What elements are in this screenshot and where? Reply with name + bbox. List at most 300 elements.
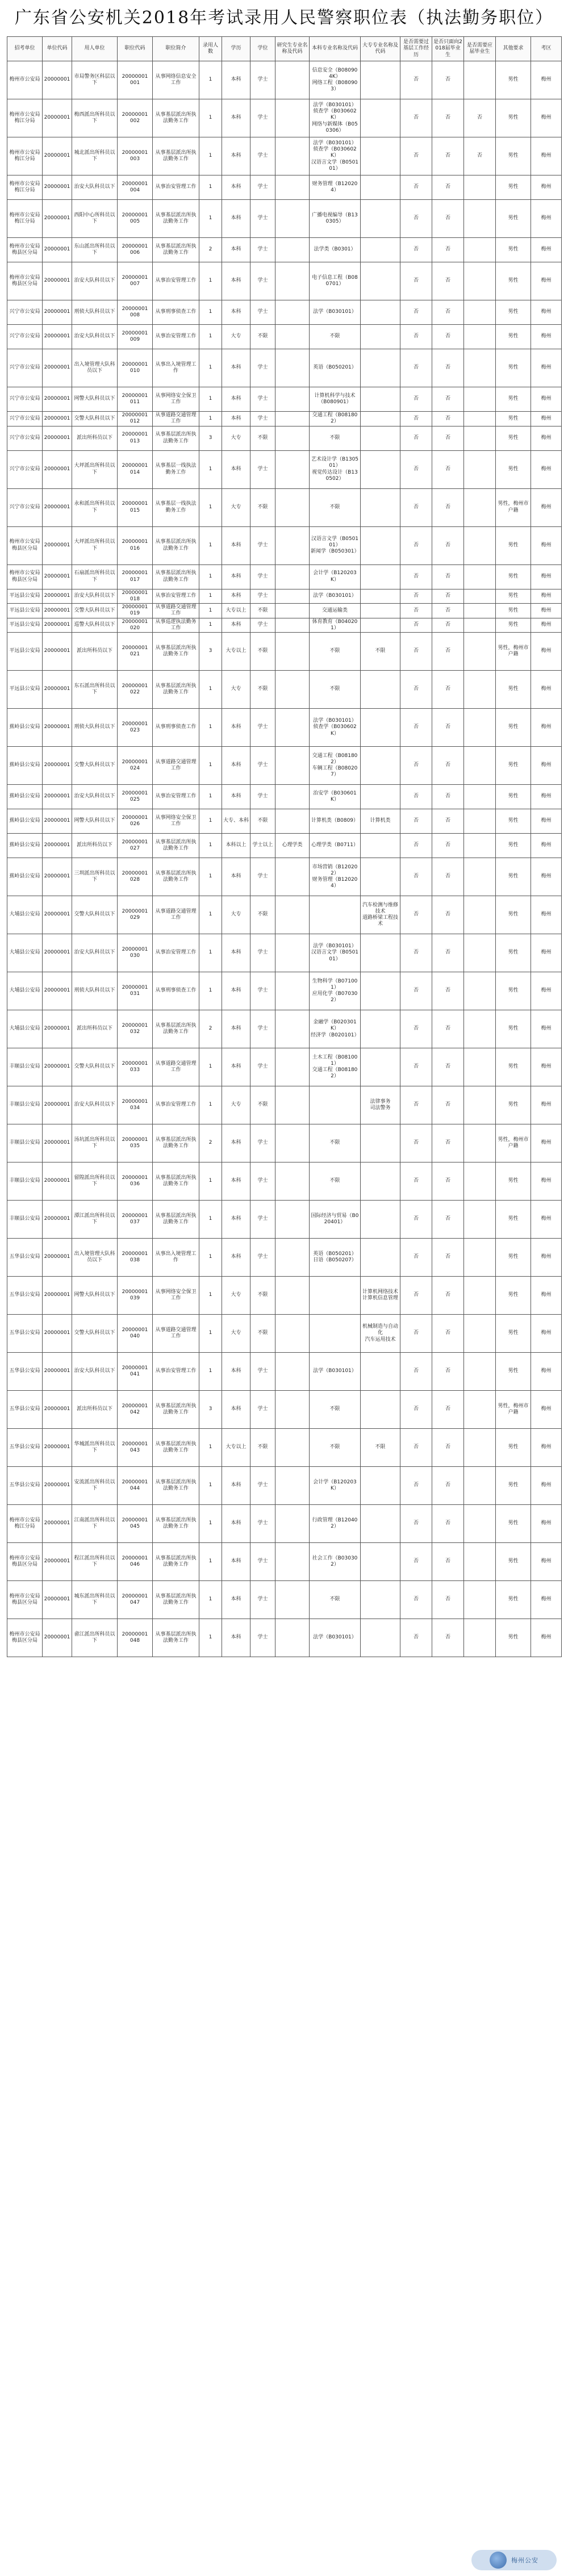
table-cell: 蕉岭县公安局: [7, 747, 43, 785]
table-cell: 1: [199, 1467, 222, 1505]
table-cell: 会计学（B120203K）: [310, 1467, 361, 1505]
column-header: 是否需要应届毕业生: [464, 37, 496, 61]
table-cell: 派出所科员以下: [72, 426, 118, 450]
table-cell: 市局警务区科层以下: [72, 61, 118, 99]
table-cell: [464, 325, 496, 349]
table-cell: 畲江派出所科员以下: [72, 1619, 118, 1657]
table-cell: 男性: [496, 61, 531, 99]
table-cell: 1: [199, 747, 222, 785]
table-cell: 20000001 039: [118, 1277, 153, 1315]
table-cell: 20000001 036: [118, 1162, 153, 1201]
table-cell: [275, 1391, 310, 1429]
table-cell: 男性: [496, 1010, 531, 1048]
table-cell: 巡警大队科员以下: [72, 618, 118, 633]
table-cell: [361, 834, 400, 858]
table-cell: [361, 387, 400, 412]
table-cell: 治安大队科员以下: [72, 785, 118, 809]
table-cell: 否: [400, 426, 432, 450]
table-cell: 从事基层派出所执法勤务工作: [153, 1124, 199, 1162]
table-cell: [361, 1010, 400, 1048]
table-cell: 国际经济与贸易（B020401）: [310, 1201, 361, 1239]
table-cell: 男性: [496, 1429, 531, 1467]
table-cell: 本科: [222, 349, 250, 387]
table-cell: 男性: [496, 1315, 531, 1353]
table-cell: 梅州: [531, 604, 562, 618]
table-cell: 20000001: [43, 834, 72, 858]
table-cell: [361, 300, 400, 325]
table-cell: [464, 858, 496, 896]
table-cell: [361, 1581, 400, 1619]
table-cell: 20000001 037: [118, 1201, 153, 1239]
table-cell: 否: [432, 1086, 464, 1124]
table-cell: [275, 1505, 310, 1543]
table-cell: 否: [432, 1162, 464, 1201]
table-cell: 梅州市公安局梅江分局: [7, 175, 43, 200]
table-cell: 男性，梅州市户籍: [496, 1391, 531, 1429]
table-cell: 不限: [310, 1391, 361, 1429]
table-cell: 20000001: [43, 604, 72, 618]
table-cell: 男性: [496, 349, 531, 387]
table-cell: 城北派出所科员以下: [72, 137, 118, 175]
table-cell: 20000001 045: [118, 1505, 153, 1543]
table-cell: 20000001 006: [118, 238, 153, 262]
table-cell: 否: [400, 896, 432, 934]
table-cell: 梅州市公安局: [7, 61, 43, 99]
table-cell: 男性: [496, 325, 531, 349]
table-cell: 五华县公安局: [7, 1277, 43, 1315]
table-cell: [464, 488, 496, 526]
table-cell: 从事治安管理工作: [153, 325, 199, 349]
column-header: 研究生专业名称及代码: [275, 37, 310, 61]
table-cell: [275, 450, 310, 488]
position-table: [7, 36, 562, 1657]
table-cell: 否: [432, 1391, 464, 1429]
table-cell: 梅州: [531, 589, 562, 604]
table-cell: 从事治安管理工作: [153, 175, 199, 200]
table-cell: 金融学（B020301K） 经济学（B020101）: [310, 1010, 361, 1048]
table-cell: [464, 1277, 496, 1315]
table-cell: 男性: [496, 896, 531, 934]
table-cell: 本科: [222, 262, 250, 300]
table-cell: 1: [199, 325, 222, 349]
table-row: [7, 1010, 562, 1048]
table-cell: 五华县公安局: [7, 1429, 43, 1467]
table-cell: [464, 426, 496, 450]
table-row: [7, 238, 562, 262]
table-cell: 否: [400, 1581, 432, 1619]
table-cell: 20000001 040: [118, 1315, 153, 1353]
table-cell: 男性: [496, 1581, 531, 1619]
table-cell: 网警大队科员以下: [72, 387, 118, 412]
table-cell: 20000001 027: [118, 834, 153, 858]
table-cell: 治安大队科员以下: [72, 262, 118, 300]
table-cell: [464, 934, 496, 972]
table-cell: 20000001: [43, 1010, 72, 1048]
table-cell: 网警大队科员以下: [72, 809, 118, 834]
table-cell: 男性: [496, 1543, 531, 1581]
table-cell: [464, 387, 496, 412]
table-cell: 否: [400, 972, 432, 1010]
table-cell: 1: [199, 137, 222, 175]
table-cell: 本科: [222, 972, 250, 1010]
table-cell: 男性，梅州市户籍: [496, 1124, 531, 1162]
table-row: [7, 709, 562, 747]
table-cell: 从事基层派出所执法勤务工作: [153, 99, 199, 137]
table-cell: 梅州: [531, 1505, 562, 1543]
table-cell: 不限: [310, 488, 361, 526]
table-row: [7, 1162, 562, 1201]
table-cell: 本科: [222, 1391, 250, 1429]
table-cell: 20000001 003: [118, 137, 153, 175]
table-cell: 3: [199, 1391, 222, 1429]
table-cell: 20000001: [43, 1048, 72, 1086]
table-row: [7, 618, 562, 633]
table-cell: [464, 1467, 496, 1505]
table-cell: 否: [400, 325, 432, 349]
table-cell: 否: [400, 488, 432, 526]
table-cell: 不限: [310, 1162, 361, 1201]
table-cell: 否: [432, 1048, 464, 1086]
table-cell: [361, 1353, 400, 1391]
table-cell: 兴宁市公安局: [7, 412, 43, 426]
table-cell: 从事基层派出所执法勤务工作: [153, 238, 199, 262]
table-row: [7, 589, 562, 604]
table-cell: 五华县公安局: [7, 1391, 43, 1429]
table-cell: 市场营销（B120202） 财务管理（B120204）: [310, 858, 361, 896]
table-cell: 学士: [250, 1010, 275, 1048]
table-cell: 否: [400, 858, 432, 896]
table-cell: 否: [400, 387, 432, 412]
table-cell: 艺术设计学（B130501） 视觉传达设计（B130502）: [310, 450, 361, 488]
table-cell: 大专: [222, 488, 250, 526]
table-row: [7, 834, 562, 858]
table-cell: 20000001: [43, 618, 72, 633]
table-cell: [275, 1353, 310, 1391]
table-row: [7, 1086, 562, 1124]
table-cell: 男性: [496, 785, 531, 809]
table-cell: 1: [199, 412, 222, 426]
table-cell: 1: [199, 934, 222, 972]
table-cell: 否: [432, 262, 464, 300]
table-cell: 不限: [250, 896, 275, 934]
table-cell: 不限: [310, 1124, 361, 1162]
table-cell: [464, 1124, 496, 1162]
table-cell: [464, 1429, 496, 1467]
table-cell: 20000001: [43, 1581, 72, 1619]
table-cell: 1: [199, 1505, 222, 1543]
table-cell: [464, 1581, 496, 1619]
table-cell: 学士: [250, 349, 275, 387]
table-cell: [361, 175, 400, 200]
table-cell: 否: [400, 450, 432, 488]
table-cell: 否: [432, 1277, 464, 1315]
column-header: 本科专业名称及代码: [310, 37, 361, 61]
table-cell: 从事刑事侦查工作: [153, 709, 199, 747]
table-cell: 学士: [250, 1048, 275, 1086]
table-cell: [275, 1315, 310, 1353]
table-cell: 3: [199, 426, 222, 450]
table-cell: 从事网络安全保卫工作: [153, 387, 199, 412]
table-cell: 男性: [496, 858, 531, 896]
table-cell: 否: [400, 834, 432, 858]
table-cell: 20000001: [43, 1467, 72, 1505]
table-cell: 1: [199, 709, 222, 747]
table-cell: 蕉岭县公安局: [7, 809, 43, 834]
table-cell: 汉语言文学（B050101） 新闻学（B050301）: [310, 526, 361, 564]
table-cell: 否: [400, 1048, 432, 1086]
table-cell: 学士: [250, 1391, 275, 1429]
table-cell: 20000001 005: [118, 200, 153, 238]
table-cell: 男性: [496, 934, 531, 972]
table-cell: [275, 589, 310, 604]
table-cell: 梅州: [531, 137, 562, 175]
table-cell: 梅州: [531, 450, 562, 488]
table-cell: 20000001 023: [118, 709, 153, 747]
table-cell: 交警大队科员以下: [72, 1048, 118, 1086]
table-cell: 20000001: [43, 1505, 72, 1543]
table-cell: 20000001 046: [118, 1543, 153, 1581]
table-cell: 1: [199, 1543, 222, 1581]
table-cell: 否: [400, 412, 432, 426]
table-cell: 20000001: [43, 300, 72, 325]
table-cell: 治安大队科员以下: [72, 1086, 118, 1124]
table-cell: 否: [432, 426, 464, 450]
table-cell: 梅州: [531, 564, 562, 589]
table-cell: 男性: [496, 589, 531, 604]
table-cell: [361, 262, 400, 300]
table-cell: 男性: [496, 809, 531, 834]
table-row: [7, 1391, 562, 1429]
table-cell: 1: [199, 526, 222, 564]
table-cell: [361, 238, 400, 262]
table-row: [7, 1505, 562, 1543]
table-cell: 20000001: [43, 1162, 72, 1201]
page-title: 广东省公安机关2018年考试录用人民警察职位表（执法勤务职位）: [14, 8, 554, 28]
table-cell: 大专以上: [222, 633, 250, 671]
table-row: [7, 934, 562, 972]
column-header: 招考单位: [7, 37, 43, 61]
table-cell: 否: [400, 1239, 432, 1277]
table-cell: 梅州: [531, 200, 562, 238]
table-cell: 从事基层一线执法勤务工作: [153, 450, 199, 488]
table-cell: 法学（B030101）: [310, 1353, 361, 1391]
table-cell: 治安大队科员以下: [72, 325, 118, 349]
table-cell: 学士: [250, 526, 275, 564]
table-cell: 梅州: [531, 1391, 562, 1429]
table-cell: 梅州: [531, 896, 562, 934]
table-cell: 男性: [496, 137, 531, 175]
table-cell: 梅州: [531, 809, 562, 834]
table-row: [7, 1277, 562, 1315]
table-cell: 大埔县公安局: [7, 896, 43, 934]
table-cell: 1: [199, 349, 222, 387]
table-cell: [464, 618, 496, 633]
table-cell: 不限: [250, 809, 275, 834]
table-cell: 派出所科员以下: [72, 633, 118, 671]
table-cell: 交警大队科员以下: [72, 747, 118, 785]
table-cell: 梅州: [531, 1581, 562, 1619]
table-cell: 否: [432, 604, 464, 618]
table-cell: 学士: [250, 589, 275, 604]
table-cell: [464, 262, 496, 300]
table-cell: 梅州: [531, 175, 562, 200]
table-cell: 从事巡逻执法勤务工作: [153, 618, 199, 633]
table-cell: 从事道路交通管理工作: [153, 604, 199, 618]
table-cell: 本科: [222, 1619, 250, 1657]
table-row: [7, 200, 562, 238]
table-cell: [464, 412, 496, 426]
table-cell: 否: [432, 99, 464, 137]
table-cell: 从事基层派出所执法勤务工作: [153, 1391, 199, 1429]
table-cell: 20000001: [43, 1201, 72, 1239]
table-cell: 不限: [361, 633, 400, 671]
column-header: 录用人数: [199, 37, 222, 61]
table-cell: [464, 604, 496, 618]
table-cell: 20000001: [43, 412, 72, 426]
table-cell: 梅州: [531, 349, 562, 387]
table-cell: 不限: [250, 671, 275, 709]
table-cell: 本科: [222, 200, 250, 238]
table-cell: 否: [400, 262, 432, 300]
table-cell: 梅州市公安局梅县区分局: [7, 262, 43, 300]
table-cell: 法学类（B0301）: [310, 238, 361, 262]
table-cell: 从事基层派出所执法勤务工作: [153, 200, 199, 238]
table-cell: 法学（B030101）: [310, 1619, 361, 1657]
table-cell: 20000001: [43, 450, 72, 488]
table-cell: 1: [199, 1277, 222, 1315]
table-cell: [275, 1162, 310, 1201]
table-cell: 梅州: [531, 262, 562, 300]
table-cell: 汽车检测与维修技术 道路桥梁工程技术: [361, 896, 400, 934]
table-cell: [464, 200, 496, 238]
table-cell: 平远县公安局: [7, 604, 43, 618]
table-cell: 刑侦大队科员以下: [72, 300, 118, 325]
table-cell: 梅州: [531, 300, 562, 325]
table-cell: 本科: [222, 1467, 250, 1505]
table-cell: 20000001 025: [118, 785, 153, 809]
table-cell: 五华县公安局: [7, 1353, 43, 1391]
table-cell: 从事基层一线执法勤务工作: [153, 488, 199, 526]
table-cell: 学士: [250, 61, 275, 99]
table-cell: 否: [400, 1353, 432, 1391]
table-cell: 20000001: [43, 488, 72, 526]
table-cell: 梅州: [531, 1277, 562, 1315]
table-cell: [275, 99, 310, 137]
table-cell: 1: [199, 488, 222, 526]
table-cell: [464, 1619, 496, 1657]
table-cell: 东山派出所科员以下: [72, 238, 118, 262]
table-row: [7, 1239, 562, 1277]
table-cell: 梅州: [531, 61, 562, 99]
table-cell: 男性: [496, 99, 531, 137]
table-cell: 20000001 015: [118, 488, 153, 526]
table-cell: 20000001 048: [118, 1619, 153, 1657]
table-cell: 20000001 038: [118, 1239, 153, 1277]
table-cell: 否: [400, 526, 432, 564]
table-cell: 1: [199, 387, 222, 412]
table-row: [7, 1048, 562, 1086]
table-cell: 不限: [310, 1581, 361, 1619]
table-cell: 20000001 007: [118, 262, 153, 300]
table-cell: 从事基层派出所执法勤务工作: [153, 1201, 199, 1239]
table-cell: 梅州市公安局梅江分局: [7, 1505, 43, 1543]
column-header: 用人单位: [72, 37, 118, 61]
table-cell: 大专: [222, 1277, 250, 1315]
table-cell: 梅州: [531, 785, 562, 809]
header-row: [7, 37, 562, 61]
table-cell: [361, 709, 400, 747]
table-cell: 从事基层派出所执法勤务工作: [153, 137, 199, 175]
table-cell: 梅州: [531, 972, 562, 1010]
table-cell: 本科: [222, 1239, 250, 1277]
table-cell: [464, 1010, 496, 1048]
table-cell: 治安大队科员以下: [72, 1353, 118, 1391]
table-cell: 1: [199, 1581, 222, 1619]
table-cell: [275, 671, 310, 709]
table-cell: 本科: [222, 1162, 250, 1201]
table-cell: 本科: [222, 387, 250, 412]
table-cell: [361, 1048, 400, 1086]
table-cell: 本科: [222, 1543, 250, 1581]
table-cell: 20000001 028: [118, 858, 153, 896]
table-cell: [361, 589, 400, 604]
table-cell: 从事网络信息安全工作: [153, 61, 199, 99]
table-cell: 学士: [250, 1581, 275, 1619]
table-cell: 梅州: [531, 1086, 562, 1124]
table-cell: [464, 526, 496, 564]
table-cell: 治安大队科员以下: [72, 589, 118, 604]
table-cell: [361, 1505, 400, 1543]
table-cell: 20000001 047: [118, 1581, 153, 1619]
table-cell: 否: [432, 972, 464, 1010]
table-cell: 20000001 031: [118, 972, 153, 1010]
table-cell: 从事基层派出所执法勤务工作: [153, 671, 199, 709]
table-cell: 否: [432, 300, 464, 325]
table-row: [7, 61, 562, 99]
table-cell: 20000001 010: [118, 349, 153, 387]
table-cell: 从事治安管理工作: [153, 785, 199, 809]
table-cell: 大专以上: [222, 604, 250, 618]
table-cell: [275, 1467, 310, 1505]
table-cell: [275, 1086, 310, 1124]
table-cell: 本科: [222, 99, 250, 137]
table-cell: [361, 1239, 400, 1277]
table-cell: [464, 671, 496, 709]
table-cell: 梅州市公安局梅江分局: [7, 137, 43, 175]
table-cell: 梅州: [531, 426, 562, 450]
table-cell: 20000001 044: [118, 1467, 153, 1505]
table-cell: [275, 300, 310, 325]
table-cell: 刑侦大队科员以下: [72, 972, 118, 1010]
table-cell: [275, 262, 310, 300]
table-cell: 梅州: [531, 671, 562, 709]
table-cell: 男性: [496, 564, 531, 589]
table-cell: 男性: [496, 450, 531, 488]
table-cell: 梅州: [531, 633, 562, 671]
table-cell: 梅西派出所科员以下: [72, 99, 118, 137]
table-cell: [310, 896, 361, 934]
table-cell: 从事基层派出所执法勤务工作: [153, 526, 199, 564]
table-cell: 1: [199, 1086, 222, 1124]
table-cell: 梅州市公安局梅县区分局: [7, 1581, 43, 1619]
table-cell: 本科: [222, 785, 250, 809]
table-cell: 梅州: [531, 325, 562, 349]
table-cell: 20000001: [43, 325, 72, 349]
table-cell: 20000001: [43, 262, 72, 300]
table-cell: [361, 604, 400, 618]
table-cell: 1: [199, 858, 222, 896]
table-cell: 20000001: [43, 61, 72, 99]
